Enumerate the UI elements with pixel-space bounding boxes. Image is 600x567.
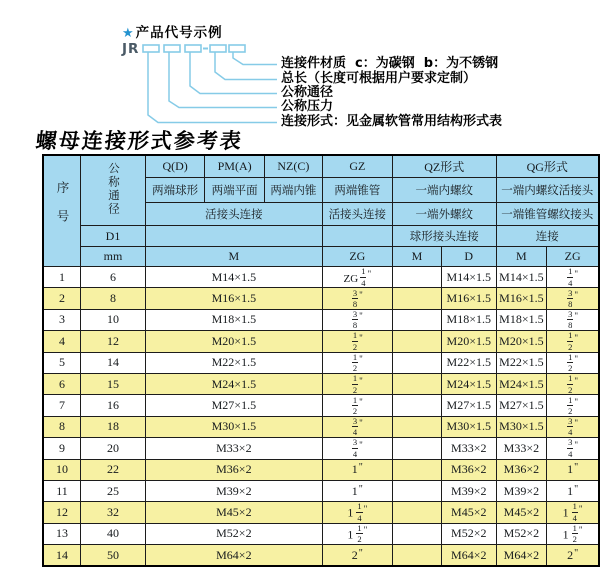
cell-gz: 2": [322, 545, 392, 567]
cell-gz: $\frac{1}{2}$ ": [322, 331, 392, 352]
table-title: 螺母连接形式参考表: [34, 128, 245, 153]
cell-seq: 9: [43, 438, 81, 459]
header-nzc-desc: 两端内锥: [264, 178, 322, 203]
cell-qz_m: [392, 416, 441, 437]
table-row: [43, 523, 599, 544]
code-box-5: [229, 45, 245, 52]
cell-qz_m: [392, 545, 441, 567]
header-qz-m: M: [392, 247, 441, 267]
cell-qz_d: M16×1.5: [442, 288, 497, 309]
leader-line-length: [215, 52, 277, 80]
cell-m: M24×1.5: [146, 373, 323, 394]
cell-qg_m: M24×1.5: [496, 373, 547, 394]
table-row: [43, 373, 599, 394]
header-qg-desc2: 一端锥管螺纹接头: [496, 203, 599, 226]
cell-dn: 8: [81, 288, 146, 309]
leader-line-connection: [148, 52, 277, 123]
cell-gz: $\frac{1}{2}$ ": [322, 395, 392, 416]
cell-qg_zg: $\frac{1}{2}$ ": [547, 331, 599, 352]
cell-qg_m: M30×1.5: [496, 416, 547, 437]
cell-m: M30×1.5: [146, 416, 323, 437]
cell-qz_m: [392, 523, 441, 544]
cell-gz: $\frac{3}{8}$ ": [322, 309, 392, 330]
code-box-4: [210, 45, 226, 52]
cell-qz_d: M20×1.5: [442, 331, 497, 352]
cell-seq: 3: [43, 309, 81, 330]
nut-connection-reference-table: [42, 154, 600, 567]
cell-qg_m: M14×1.5: [496, 267, 547, 288]
table-row: [43, 480, 599, 501]
header-qg-m: M: [496, 247, 547, 267]
cell-m: M64×2: [146, 545, 323, 567]
cell-qg_m: M20×1.5: [496, 331, 547, 352]
cell-qg_m: M33×2: [496, 438, 547, 459]
cell-gz: $\frac{3}{4}$ ": [322, 438, 392, 459]
header-qg-desc1: 一端内螺纹活接头: [496, 178, 599, 203]
diagram-title: [122, 21, 223, 41]
cell-dn: 6: [81, 267, 146, 288]
table-row: [43, 309, 599, 330]
cell-qz_d: M33×2: [442, 438, 497, 459]
header-gz-connection: 活接头连接: [322, 203, 392, 226]
cell-qg_zg: $\frac{1}{2}$ ": [547, 395, 599, 416]
cell-qz_d: M36×2: [442, 459, 497, 480]
cell-m: M20×1.5: [146, 331, 323, 352]
cell-qz_m: [392, 267, 441, 288]
cell-qz_m: [392, 459, 441, 480]
cell-qz_d: M18×1.5: [442, 309, 497, 330]
cell-seq: 8: [43, 416, 81, 437]
cell-qg_zg: $\frac{3}{8}$ ": [547, 309, 599, 330]
table-row: [43, 438, 599, 459]
cell-gz: 1": [322, 480, 392, 501]
cell-qg_zg: $\frac{1}{2}$ ": [547, 373, 599, 394]
table-row: [43, 459, 599, 480]
header-qz-form: QZ形式: [392, 155, 496, 178]
cell-qz_d: M27×1.5: [442, 395, 497, 416]
header-gz: GZ: [322, 155, 392, 178]
cell-qg_zg: 1 $\frac{1}{4}$ ": [547, 502, 599, 523]
header-unit-mm: mm: [81, 247, 146, 267]
header-qg-zg: ZG: [547, 247, 599, 267]
cell-qz_d: M22×1.5: [442, 352, 497, 373]
cell-dn: 18: [81, 416, 146, 437]
table-row: [43, 288, 599, 309]
cell-dn: 16: [81, 395, 146, 416]
header-empty-2: [322, 226, 392, 247]
cell-qz_m: [392, 373, 441, 394]
cell-seq: 5: [43, 352, 81, 373]
cell-qg_m: M64×2: [496, 545, 547, 567]
cell-m: M18×1.5: [146, 309, 323, 330]
cell-qz_d: M30×1.5: [442, 416, 497, 437]
cell-qg_zg: 1 $\frac{1}{2}$ ": [547, 523, 599, 544]
cell-seq: 7: [43, 395, 81, 416]
cell-dn: 15: [81, 373, 146, 394]
leader-line-material: [233, 52, 277, 65]
cell-qz_d: M64×2: [442, 545, 497, 567]
cell-qz_m: [392, 331, 441, 352]
header-qz-connection: 球形接头连接: [392, 226, 496, 247]
header-d1: D1: [81, 226, 146, 247]
cell-qz_m: [392, 480, 441, 501]
cell-seq: 4: [43, 331, 81, 352]
cell-seq: 12: [43, 502, 81, 523]
cell-qg_zg: 1": [547, 459, 599, 480]
cell-qz_d: M24×1.5: [442, 373, 497, 394]
cell-dn: 25: [81, 480, 146, 501]
diagram-title-text: 产品代号示例: [135, 25, 223, 41]
cell-qz_d: M14×1.5: [442, 267, 497, 288]
cell-qg_zg: $\frac{3}{4}$ ": [547, 438, 599, 459]
cell-m: M27×1.5: [146, 395, 323, 416]
header-qg-form: QG形式: [496, 155, 599, 178]
cell-gz: $\frac{3}{4}$ ": [322, 416, 392, 437]
cell-seq: 1: [43, 267, 81, 288]
table-row: [43, 502, 599, 523]
table-row: [43, 352, 599, 373]
header-nzc: NZ(C): [264, 155, 322, 178]
header-pma: PM(A): [205, 155, 265, 178]
cell-m: M36×2: [146, 459, 323, 480]
table-body: [43, 267, 599, 567]
cell-gz: 1 $\frac{1}{4}$ ": [322, 502, 392, 523]
table-row: [43, 545, 599, 567]
cell-qz_d: M52×2: [442, 523, 497, 544]
header-pma-desc: 两端平面: [205, 178, 265, 203]
header-qg-connection: 连接: [496, 226, 599, 247]
header-dn: 公称通径: [81, 155, 146, 226]
cell-m: M33×2: [146, 438, 323, 459]
header-qz-desc2: 一端外螺纹: [392, 203, 496, 226]
code-box-1: [143, 45, 159, 52]
cell-qg_m: M45×2: [496, 502, 547, 523]
header-zg-main: ZG: [322, 247, 392, 267]
cell-seq: 10: [43, 459, 81, 480]
header-qz-desc1: 一端内螺纹: [392, 178, 496, 203]
cell-qz_m: [392, 438, 441, 459]
cell-qz_m: [392, 395, 441, 416]
cell-dn: 10: [81, 309, 146, 330]
code-box-2: [164, 45, 180, 52]
table-row: [43, 416, 599, 437]
cell-m: M16×1.5: [146, 288, 323, 309]
cell-m: M52×2: [146, 523, 323, 544]
cell-gz: $\frac{3}{8}$ ": [322, 288, 392, 309]
cell-dn: 32: [81, 502, 146, 523]
cell-qg_m: M22×1.5: [496, 352, 547, 373]
cell-gz: $\frac{1}{2}$ ": [322, 352, 392, 373]
cell-qg_m: M18×1.5: [496, 309, 547, 330]
cell-m: M45×2: [146, 502, 323, 523]
label-material: 连接件材质 c：为碳钢 b：为不锈钢: [281, 56, 499, 71]
label-total-length: 总长（长度可根据用户要求定制）: [281, 71, 477, 86]
cell-dn: 50: [81, 545, 146, 567]
cell-qg_zg: $\frac{3}{8}$ ": [547, 288, 599, 309]
header-empty-1: [146, 226, 323, 247]
cell-gz: $\frac{1}{2}$ ": [322, 373, 392, 394]
cell-seq: 14: [43, 545, 81, 567]
table-row: [43, 395, 599, 416]
cell-m: M14×1.5: [146, 267, 323, 288]
table-row: [43, 267, 599, 288]
cell-qg_zg: $\frac{1}{2}$ ": [547, 352, 599, 373]
cell-qz_m: [392, 309, 441, 330]
cell-seq: 2: [43, 288, 81, 309]
cell-m: M39×2: [146, 480, 323, 501]
cell-gz: ZG $\frac{1}{4}$ ": [322, 267, 392, 288]
header-qz-d: D: [442, 247, 497, 267]
cell-qg_m: M36×2: [496, 459, 547, 480]
cell-qz_m: [392, 352, 441, 373]
cell-dn: 14: [81, 352, 146, 373]
header-qd-desc: 两端球形: [146, 178, 205, 203]
label-nominal-diameter: 公称通径: [281, 85, 334, 100]
label-nominal-pressure: 公称压力: [281, 99, 334, 114]
cell-m: M22×1.5: [146, 352, 323, 373]
header-gz-desc: 两端锥管: [322, 178, 392, 203]
cell-qg_zg: 1": [547, 480, 599, 501]
cell-gz: 1 $\frac{1}{2}$ ": [322, 523, 392, 544]
header-seq: 序号: [43, 155, 81, 267]
table-row: [43, 331, 599, 352]
cell-qz_m: [392, 502, 441, 523]
header-union-connection: 活接头连接: [146, 203, 323, 226]
cell-qg_m: M27×1.5: [496, 395, 547, 416]
header-m-main: M: [146, 247, 323, 267]
code-prefix: JR: [122, 41, 140, 57]
cell-dn: 22: [81, 459, 146, 480]
code-box-3: [185, 45, 201, 52]
star-icon: ★: [122, 26, 135, 41]
cell-qg_zg: $\frac{1}{4}$ ": [547, 267, 599, 288]
cell-dn: 20: [81, 438, 146, 459]
cell-qg_m: M39×2: [496, 480, 547, 501]
cell-qz_d: M45×2: [442, 502, 497, 523]
cell-seq: 11: [43, 480, 81, 501]
cell-qg_zg: 2": [547, 545, 599, 567]
cell-qz_d: M39×2: [442, 480, 497, 501]
cell-qg_m: M52×2: [496, 523, 547, 544]
cell-seq: 13: [43, 523, 81, 544]
cell-dn: 12: [81, 331, 146, 352]
cell-seq: 6: [43, 373, 81, 394]
cell-gz: 1": [322, 459, 392, 480]
header-qd: Q(D): [146, 155, 205, 178]
label-connection-form: 连接形式：见金属软管常用结构形式表: [281, 114, 503, 129]
cell-qz_m: [392, 288, 441, 309]
cell-qg_zg: $\frac{3}{4}$ ": [547, 416, 599, 437]
cell-qg_m: M16×1.5: [496, 288, 547, 309]
cell-dn: 40: [81, 523, 146, 544]
